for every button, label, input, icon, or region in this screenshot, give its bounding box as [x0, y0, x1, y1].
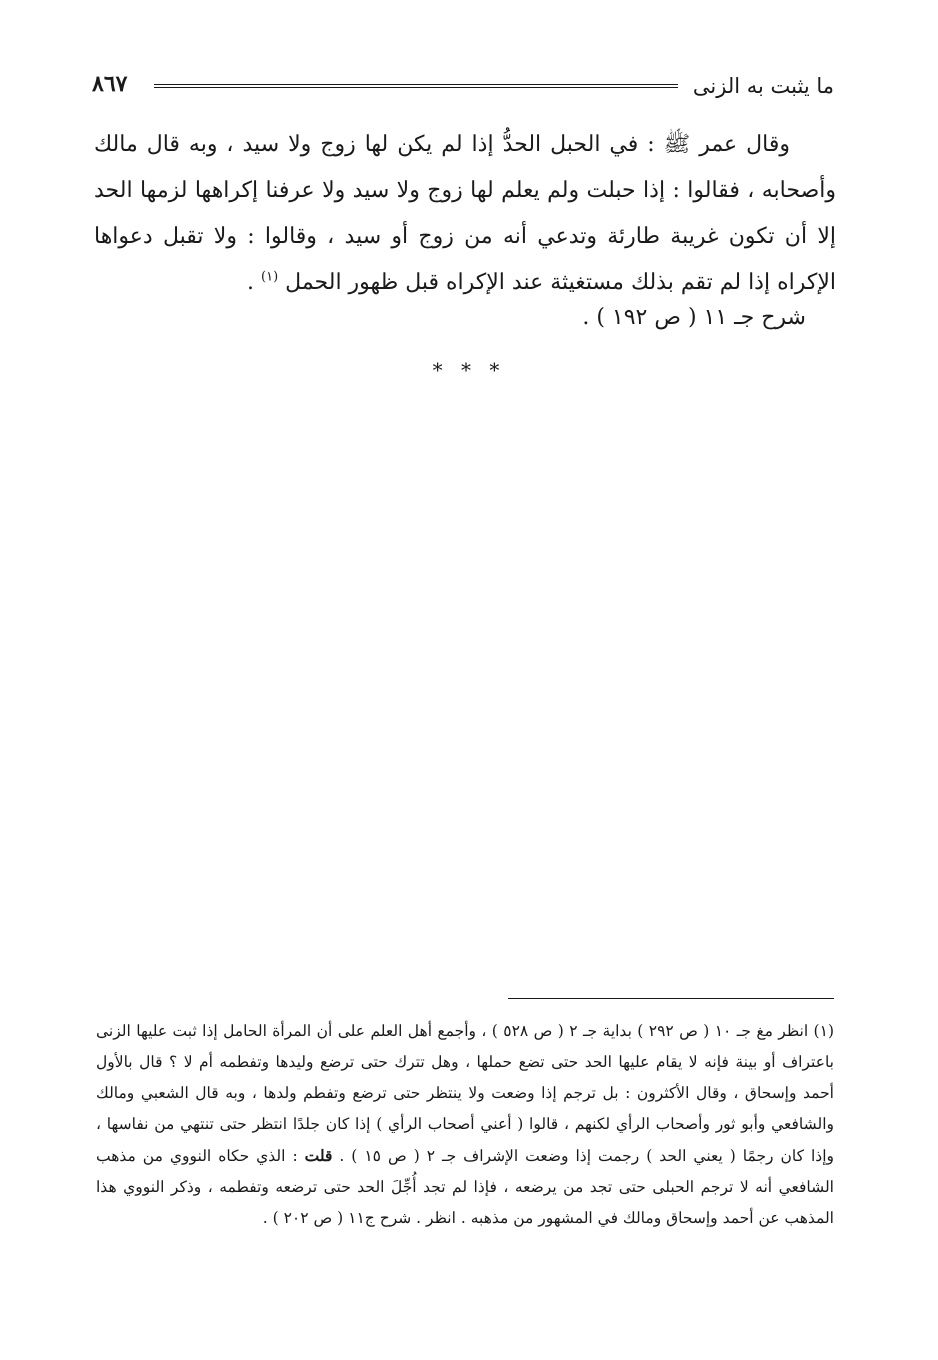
source-reference: شرح جـ ١١ ( ص ١٩٢ ) .: [582, 305, 806, 330]
paragraph-text: وقال عمر ﷺ : في الحبل الحدُّ إذا لم يكن لها زوج ولا سيد ، وبه قال مالك وأصحابه ، فقالوا : إذا حبلت ولم يعلم لها زوج ولا سيد ولا عرفنا إكراهها لزمها الحد إلا أن تكون غريبة طارئة وتدعي أنه من زوج أو سيد ، وقالوا : ولا تقبل دعواها الإكراه إذا لم تقم بذلك مستغيثة عند الإكراه قبل ظهور الحمل: [94, 132, 836, 295]
running-header: [92, 70, 834, 104]
footnotes: [96, 1016, 834, 1234]
footnote-text-part1: (١) انظر مغ جـ ١٠ ( ص ٢٩٢ ) بداية جـ ٢ ( ص ٥٢٨ ) ، وأجمع أهل العلم على أن المرأة الحامل إذا ثبت عليها الزنى باعتراف أو بينة فإنه لا يقام عليها الحد حتى تضع حملها ، وهل تترك حتى ترضع وليدها وتفطمه أم لا ؟ قال بالأول أحمد وإسحاق ، وقال الأكثرون : بل ترجم إذا وضعت ولا ينتظر حتى ترضع وتفطم ولدها ، وبه قال الشعبي ومالك والشافعي وأبو ثور وأصحاب الرأي لكنهم ، قالوا ( أعني أصحاب الرأي ) إذا كان جلدًا انتظر حتى تنتهي من نفاسها ، وإذا كان رجمًا ( يعني الحد ) رجمت إذا وضعت الإشراف جـ ٢ ( ص ١٥ ) .: [96, 1022, 834, 1165]
footnote-marker: (١): [261, 269, 279, 285]
footnote-label: قلت: [304, 1146, 333, 1165]
chapter-title: ما يثبت به الزنى: [692, 74, 834, 98]
paragraph-end: .: [247, 270, 262, 295]
footnote-1: [96, 1016, 834, 1234]
footnote-rule: [508, 998, 834, 999]
main-text: [94, 122, 836, 306]
header-rule: [154, 84, 678, 88]
footnote-text-part2: : الذي حكاه النووي من مذهب الشافعي أنه لا ترجم الحبلى حتى تجد من يرضعه ، فإذا لم تجد أُجِّلَ الحد حتى ترضعه وتفطمه ، وذكر النووي هذا المذهب عن أحمد وإسحاق ومالك في المشهور من مذهبه . انظر . شرح ج١١ ( ص ٢٠٢ ) .: [96, 1147, 834, 1227]
section-separator: * * *: [432, 358, 506, 382]
page-number: ٨٦٧: [92, 71, 128, 97]
body-paragraph: [94, 122, 836, 306]
